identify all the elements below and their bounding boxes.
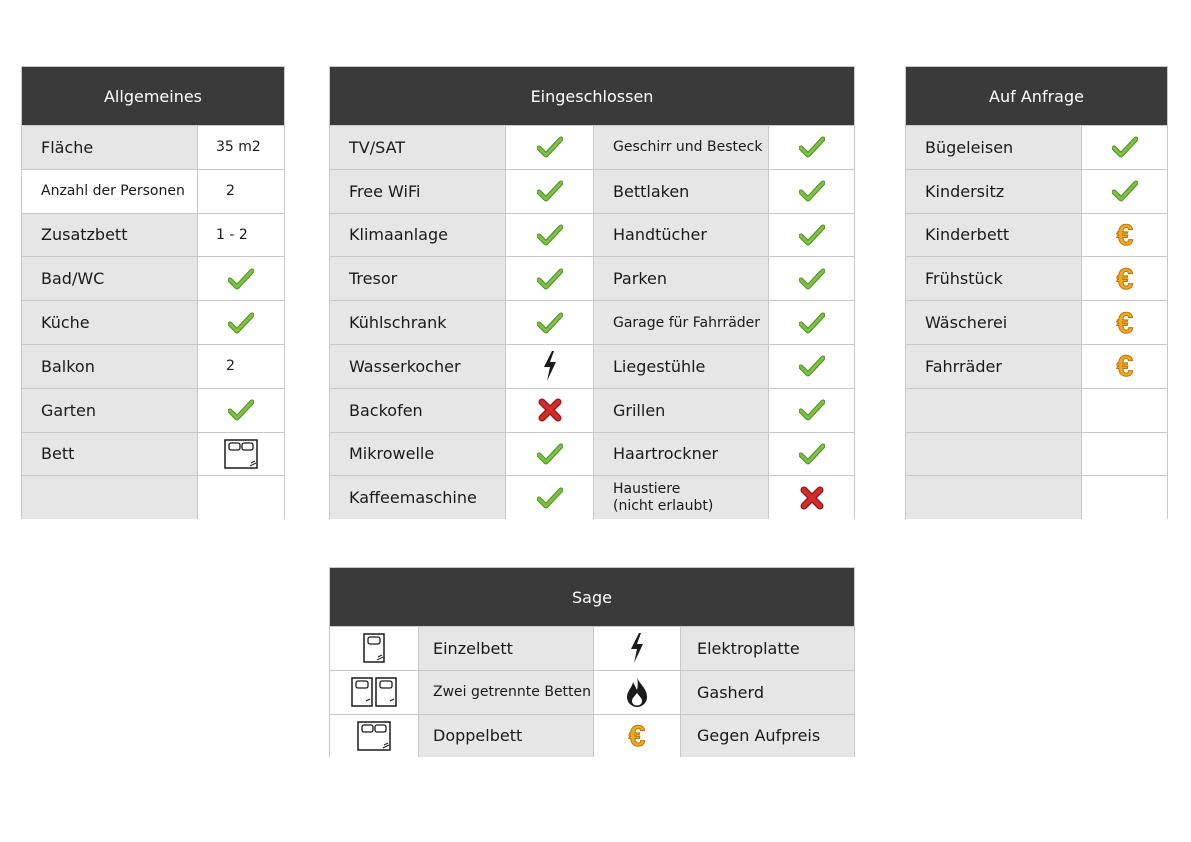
eingeschlossen-table (329, 66, 855, 519)
euro-icon (1111, 220, 1139, 250)
double-bed-icon (224, 439, 258, 469)
euro-icon (1111, 308, 1139, 338)
row-label (906, 389, 1081, 432)
table-row (330, 626, 854, 670)
icon-cell (768, 433, 854, 476)
svg-text:€: € (1116, 263, 1133, 294)
check-icon (228, 399, 254, 421)
sage-legend-table (329, 567, 855, 757)
right-label: Geschirr und Besteck (593, 126, 768, 169)
check-icon (537, 487, 563, 509)
icon-cell (768, 214, 854, 257)
icon-cell (1081, 126, 1167, 169)
icon-cell (1081, 389, 1167, 432)
icon-cell (593, 671, 680, 714)
row-label: Fahrräder (906, 345, 1081, 388)
check-icon (799, 399, 825, 421)
check-icon (228, 312, 254, 334)
icon-cell (1081, 433, 1167, 476)
right-label: Bettlaken (593, 170, 768, 213)
check-icon (799, 443, 825, 465)
eingeschlossen-title: Eingeschlossen (330, 67, 854, 125)
table-row (906, 300, 1167, 344)
row-value (197, 476, 284, 519)
icon-cell (505, 345, 593, 388)
left-label: Wasserkocher (330, 345, 505, 388)
icon-cell (197, 301, 284, 344)
check-icon (1112, 136, 1138, 158)
left-label: Kaffeemaschine (330, 476, 505, 519)
sage-title: Sage (330, 568, 854, 626)
icon-cell (1081, 476, 1167, 519)
table-row (330, 213, 854, 257)
icon-cell (330, 627, 418, 670)
icon-cell (505, 389, 593, 432)
check-icon (799, 268, 825, 290)
table-row (330, 670, 854, 714)
table-row (22, 432, 284, 476)
table-row (22, 388, 284, 432)
table-row (22, 125, 284, 169)
allgemeines-table (21, 66, 285, 519)
icon-cell (768, 301, 854, 344)
row-label: Anzahl der Personen (22, 170, 197, 213)
row-value: 2 (197, 170, 284, 213)
icon-cell (505, 214, 593, 257)
row-label: Balkon (22, 345, 197, 388)
flame-icon (625, 676, 649, 708)
icon-cell (1081, 214, 1167, 257)
row-label: Bad/WC (22, 257, 197, 300)
check-icon (537, 312, 563, 334)
row-label: Zusatzbett (22, 214, 197, 257)
table-row (330, 125, 854, 169)
icon-cell (197, 257, 284, 300)
row-label: Garten (22, 389, 197, 432)
twin-beds-icon (351, 677, 397, 707)
table-row (906, 169, 1167, 213)
icon-cell (768, 170, 854, 213)
left-label: Einzelbett (418, 627, 593, 670)
right-label: Elektroplatte (680, 627, 854, 670)
right-label-line-2: (nicht erlaubt) (613, 497, 714, 514)
right-label: Liegestühle (593, 345, 768, 388)
double-bed-icon (357, 721, 391, 751)
left-label: Kühlschrank (330, 301, 505, 344)
svg-text:€: € (1116, 307, 1133, 338)
table-row (906, 344, 1167, 388)
left-label: Free WiFi (330, 170, 505, 213)
row-label: Kinderbett (906, 214, 1081, 257)
icon-cell (1081, 301, 1167, 344)
row-label (22, 476, 197, 519)
cross-icon (800, 486, 824, 510)
table-row (330, 300, 854, 344)
row-label: Kindersitz (906, 170, 1081, 213)
icon-cell (768, 476, 854, 519)
table-row (906, 125, 1167, 169)
lightning-icon (541, 350, 559, 382)
table-row (330, 475, 854, 519)
lightning-icon (628, 632, 646, 664)
icon-cell (505, 476, 593, 519)
check-icon (799, 355, 825, 377)
check-icon (537, 443, 563, 465)
table-row (22, 344, 284, 388)
icon-cell (768, 257, 854, 300)
icon-cell (197, 433, 284, 476)
row-label (906, 476, 1081, 519)
euro-icon (1111, 351, 1139, 381)
allgemeines-title: Allgemeines (22, 67, 284, 125)
right-label: Gasherd (680, 671, 854, 714)
left-label: Zwei getrennte Betten (418, 671, 593, 714)
left-label: Mikrowelle (330, 433, 505, 476)
table-row (330, 432, 854, 476)
single-bed-icon (363, 633, 385, 663)
check-icon (537, 136, 563, 158)
check-icon (537, 180, 563, 202)
cross-icon (538, 398, 562, 422)
table-row (330, 256, 854, 300)
row-value: 2 (197, 345, 284, 388)
icon-cell (505, 126, 593, 169)
table-row (906, 388, 1167, 432)
check-icon (537, 268, 563, 290)
table-row (906, 256, 1167, 300)
left-label: Doppelbett (418, 715, 593, 758)
icon-cell (330, 715, 418, 758)
row-value: 1 - 2 (197, 214, 284, 257)
check-icon (228, 268, 254, 290)
check-icon (1112, 180, 1138, 202)
icon-cell (1081, 345, 1167, 388)
table-row (330, 344, 854, 388)
left-label: TV/SAT (330, 126, 505, 169)
left-label: Backofen (330, 389, 505, 432)
table-row (330, 714, 854, 758)
table-row (330, 169, 854, 213)
table-row (330, 388, 854, 432)
icon-cell (505, 433, 593, 476)
icon-cell (593, 715, 680, 758)
row-label: Frühstück (906, 257, 1081, 300)
right-label: Garage für Fahrräder (593, 301, 768, 344)
icon-cell (1081, 257, 1167, 300)
icon-cell (1081, 170, 1167, 213)
check-icon (537, 224, 563, 246)
right-label: Haartrockner (593, 433, 768, 476)
row-label (906, 433, 1081, 476)
row-label: Küche (22, 301, 197, 344)
row-label: Wäscherei (906, 301, 1081, 344)
table-row (22, 169, 284, 213)
table-row (22, 475, 284, 519)
table-row (22, 300, 284, 344)
icon-cell (768, 345, 854, 388)
svg-text:€: € (628, 720, 646, 751)
right-label: Grillen (593, 389, 768, 432)
table-row (906, 213, 1167, 257)
check-icon (799, 224, 825, 246)
row-label: Fläche (22, 126, 197, 169)
icon-cell (505, 170, 593, 213)
check-icon (799, 136, 825, 158)
svg-text:€: € (1116, 351, 1133, 382)
icon-cell (505, 257, 593, 300)
icon-cell (197, 389, 284, 432)
svg-text:€: € (1116, 219, 1133, 250)
euro-icon (623, 721, 651, 751)
left-label: Tresor (330, 257, 505, 300)
icon-cell (768, 389, 854, 432)
icon-cell (768, 126, 854, 169)
auf-anfrage-title: Auf Anfrage (906, 67, 1167, 125)
left-label: Klimaanlage (330, 214, 505, 257)
row-value: 35 m2 (197, 126, 284, 169)
right-label: Gegen Aufpreis (680, 715, 854, 758)
euro-icon (1111, 264, 1139, 294)
check-icon (799, 312, 825, 334)
table-row (906, 475, 1167, 519)
table-row (22, 256, 284, 300)
right-label (593, 476, 768, 519)
right-label: Parken (593, 257, 768, 300)
auf-anfrage-table (905, 66, 1168, 519)
table-row (906, 432, 1167, 476)
check-icon (799, 180, 825, 202)
right-label: Handtücher (593, 214, 768, 257)
icon-cell (505, 301, 593, 344)
icon-cell (593, 627, 680, 670)
right-label-line-1: Haustiere (613, 480, 681, 497)
row-label: Bügeleisen (906, 126, 1081, 169)
icon-cell (330, 671, 418, 714)
row-label: Bett (22, 433, 197, 476)
table-row (22, 213, 284, 257)
